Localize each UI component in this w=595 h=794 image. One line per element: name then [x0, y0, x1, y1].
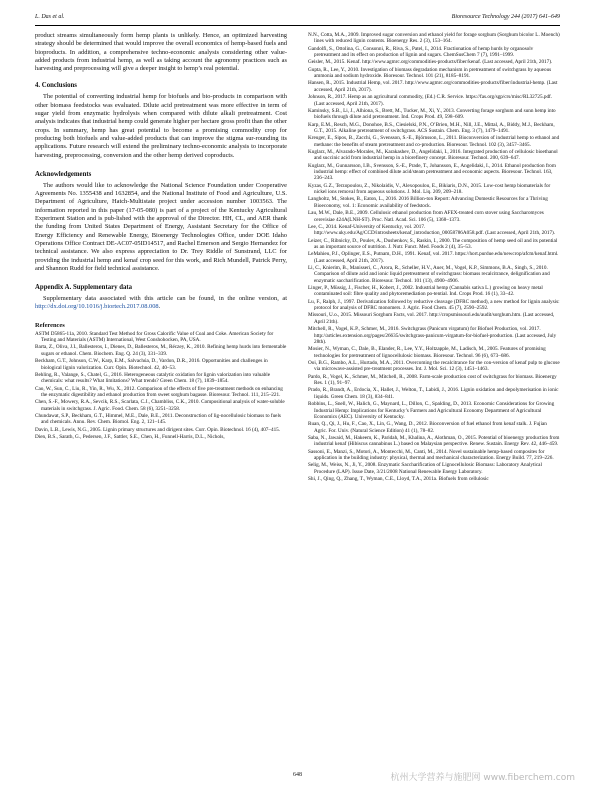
reference-entry: Davin, L.B., Lewis, N.G., 2005. Lignin primary structures and dirigent sites. Curr. Opin. Biotechnol. 16 (4), 407–415.: [35, 426, 281, 433]
appendix-text: [35, 295, 287, 312]
reference-entry: N.N., Cotta, M.A., 2009. Improved sugar conversion and ethanol yield for forage sorghum (Sorghum bicolor L. Moench) lines with reduced lignin contents. Bioenergy Res. 2 (3), 153–164.: [308, 32, 560, 45]
reference-entry: Pardo, R., Vogel, K., Schmer, M., Mitchell, R., 2008. Farm-scale production cost of switchgrass for biomass. Bioenergy Res. 1 (1), 91–97.: [308, 373, 557, 387]
reference-entry: Lee, C., 2014. Kenaf-University of Kentucky, vol. 2017. http://www.uky.edu/Ag/CCD/introsheets/kenaf_introduction_00058786A058.pdf. (Last accessed, April 21th, 2017).: [308, 223, 556, 237]
reference-entry: Mosier, N., Wyman, C., Dale, B., Elander, R., Lee, Y.Y., Holtzapple, M., Ladisch, M., 2005. Features of promising technologies for pretreatment of lignocellulosic biomass. Bioresour. Technol. 96 (6), 673–686.: [308, 346, 546, 359]
running-header-journal: Bioresource Technology 244 (2017) 641–649: [451, 14, 560, 20]
reference-entry: Linger, P., Müssig, J., Fischer, H., Kobert, J., 2002. Industrial hemp (Cannabis sativa L.) growing on heavy metal contaminated soil: fibre quality and phytoremediation po-tential. Ind. Crops Prod. 16 (1), 33–42.: [308, 285, 543, 298]
reference-entry: Beckham, G.T., Johnson, C.W., Karp, E.M., Salvachúa, D., Vardon, D.R., 2016. Opportunities and challenges in biological lignin valorization. Curr. Opin. Biotechnol. 42, 40–53.: [35, 358, 268, 371]
conclusions-text: The potential of converting industrial hemp for biofuels and bio-products in comparison with other biomass feedstocks was evaluated. Dilute acid pretreatment was more effective in term of sugar yield from enzymatic hydrolysis when compared with dilute alkali pretreatment. Cost analysis indicates that industrial hemp could generate higher per hectare gross profit than the other crops. In summary, hemp has great potential to become a promising commodity crop for producing both biofuels and value-added products that can improve the stigma sur-rounding its applications. Future research will extend the preliminary techno-economic analysis to incorporate harvesting, preprocessing, conversion and the other hemp derived coproducts.: [35, 93, 287, 159]
references-list-left: [35, 331, 287, 441]
reference-entry: Lu, F., Ralph, J., 1997. Derivatization followed by reductive cleavage (DFRC method), a new method for lignin analysis: protocol for analysis of DFRC monomers. J. Agric. Food Chem. 45 (7), 2590–2592.: [308, 298, 560, 312]
reference-entry: Prado, R., Brandt, A., Erdocia, X., Hallet, J., Welton, T., Labidi, J., 2016. Lignin oxidation and depolymerisation in ionic liquids. Green Chem. 18 (3), 834–841.: [308, 387, 559, 400]
reference-entry: Kuglarz, M., Gunnarsson, I.B., Svensson, S.-E., Prade, T., Johansson, E., Angelidaki, I., 2014. Ethanol production from industrial hemp: effect of combined dilute acid/steam pretreatment and economic aspects. Bioresour. Technol. 163, 236–243.: [308, 162, 556, 182]
running-header-authors: L. Das et al.: [35, 14, 65, 20]
reference-entry: Karp, E.M., Resch, M.G., Donohoe, B.S., Ciesielski, P.N., O’Brien, M.H., Nill, J.E., Mittal, A., Biddy, M.J., Beckham, G.T., 2015. Alkaline pretreatment of switchgrass. ACS Sustain. Chem. Eng. 3 (7), 1479–1491.: [308, 121, 555, 134]
reference-entry: Ruan, Q., Qi, J., Hu, F., Cao, X., Lin, G., Wang, D., 2012. Bioconversion of fuel ethanol from kenaf stalk. J. Fujian Agric. For. Univ. (Natural Science Edition) 41 (1), 78–82.: [308, 421, 547, 434]
reference-entry: Chen, S.-F., Mowery, R.A., Sevcik, R.S., Scarlata, C.J., Chambliss, C.K., 2010. Compositional analysis of water-soluble materials in switchgrass. J. Agric. Food. Chem. 58 (6), 3251–3258.: [35, 399, 285, 412]
reference-entry: Kyzas, G.Z., Terzopoulou, Z., Nikolaidis, V., Alexopoulou, E., Bikiaris, D.N., 2015. Low-cost hemp biomaterials for nickel ions removal from aqueous solutions. J. Mol. Liq. 209, 209–218.: [308, 182, 551, 196]
supplementary-data-link[interactable]: http://dx.doi.org/10.1016/j.biortech.2017.08.008: [35, 303, 159, 311]
reference-entry: Saba, N., Jawaid, M., Hakeem, K., Paridah, M., Khalina, A., Alothman, O., 2015. Potential of bioenergy production from industrial kenaf (Hibiscus cannabinus L.) based on Malaysian perspective. Renew. Sustain. Energy Rev. 42, 446–459.: [308, 434, 560, 448]
right-column: [308, 32, 560, 483]
reference-entry: Kaminsky, S.B., Li, J., Alhiona, S., Brett, M., Tucker, M., Xi, Y., 2013. Converting forage sorghum and sunn hemp into biofuels through dilute acid pretreatment. Ind. Crops Prod. 49, 598–609.: [308, 107, 556, 121]
reference-entry: Li, C., Knierim, B., Manisseri, C., Arora, R., Scheller, H.V., Auer, M., Vogel, K.P., Simmons, B.A., Singh, S., 2010. Comparison of dilute acid and ionic liquid pretreatment of switchgrass: biomass recalcitrance, delignification and enzymatic saccharification. Bioresour. Technol. 101 (13), 4900–4906.: [308, 264, 550, 284]
header-rule: [35, 25, 560, 26]
left-column: [35, 32, 287, 441]
reference-entry: Geisler, M., 2015. Kenaf. http://www.agmrc.org/commodities-products/fiber/kenaf. (Last accessed, April 21th, 2017).: [308, 59, 553, 66]
page-number: 648: [293, 772, 302, 778]
reference-entry: Langholtz, M., Stokes, B., Eaton, L., 2016. 2016 Billion-ton Report: Advancing Domestic Resources for a Thriving Bioeconomy, vol. 1: Economic availability of feedstock.: [308, 196, 548, 209]
reference-entry: Shi, J., Qing, Q., Zhang, T., Wyman, C.E., Lloyd, T.A., 2011a. Biofuels from cellulosic: [308, 476, 489, 483]
reference-entry: Johnson, R., 2017. Hemp as an agricultural commodity, (Ed.) C.R. Service. https://fas.org/sgp/crs/misc/RL32725.pdf. (Last accessed, April 21th, 2017).: [308, 94, 553, 107]
reference-entry: Dien, B.S., Sarath, G., Pedersen, J.F., Sattler, S.E., Chen, H., Funnell-Harris, D.L., Nichols,: [35, 433, 225, 440]
reference-entry: Robbins, L., Snell, W., Halich, G., Maynard, L., Dillon, C., Spalding, D., 2013. Economic Considerations for Growing Industrial Hemp: Implications for Kentucky’s Farmers and Agricultural Economy Department of Agricultural Economics (AEC). University of Kentucky.: [308, 401, 555, 420]
watermark-logo: 杭州大学营养与施肥网 www.fiberchem.com: [390, 773, 575, 783]
reference-entry: Mitchell, R., Vogel, K.P., Schmer, M., 2016. Switchgrass (Panicum virgatum) for Biofuel Production, vol. 2017. http://articles.extension.org/pages/26635/switchgrass-panicum-virgatum-for-biofuel-production. (Last accessed, July 28th).: [308, 326, 557, 345]
reference-entry: Ooi, B.G., Rambo, A.L., Hurtado, M.A., 2011. Overcoming the recalcitrance for the con-version of kenaf pulp to glucose via microwave-assisted pre-treatment processes. Int. J. Mol. Sci. 12 (3), 1451–1463.: [308, 359, 560, 373]
acknowledgements-heading: Acknowledgements: [35, 170, 92, 178]
reference-entry: Behling, R., Valange, S., Chatel, G., 2016. Heterogeneous catalytic oxidation for lignin valorization into valuable chemicals: what results? What limitations? What trends? Green Chem. 18 (7), 1839–1854.: [35, 371, 271, 385]
appendix-lead: Supplementary data associated with this article can be found, in the online version, at: [43, 295, 287, 303]
reference-entry: Gupta, R., Lee, Y., 2010. Investigation of biomass degradation mechanism in pretreatment of switchgrass by aqueous ammonia and sodium hydroxide. Bioresour. Technol. 101 (21), 8185–8191.: [308, 66, 552, 80]
reference-entry: LeMahieu, P.J., Oplinger, E.S., Putnam, D.H., 1991. Kenaf, vol. 2017. https://hort.purdue.edu/newcrop/afcm/kenaf.html. (Last accessed, April 21th, 2017).: [308, 251, 559, 264]
acknowledgements-text: The authors would like to acknowledge the National Science Foundation under Cooperative Agreements No. 1355438 and 1632854, and the National Institute of Food and Agriculture, U.S. Department of Agriculture, Hatch-Multistate project under accession number 1003563. The information reported in this paper (17-05-080) is part of a project of the Kentucky Agricultural Experiment Station and is pub-lished with the approval of the Director. HH, CL, and AER thank the funding from United States Department of Energy, Assistant Secretary for the Office of Energy Efficiency and Renewable Energy, Bioenergy Technologies Office, under DOE Idaho Operations Office Contract DE-AC07-05ID14517, and Rachel Emerson and Sergio Hernandez for technical assistance. We also express appreciation to Dr. Trey Riddle of Sunstrand, LLC for providing the industrial hemp and kenaf crop seed for this work, and Rich Mundell, Patrick Perry, and Shannon Rudd for field technical assistance.: [35, 181, 287, 272]
reference-entry: Barta, Z., Oliva, J.I., Ballesteros, I., Dienes, D., Ballesteros, M., Réczey, K., 2010. Refining hemp hurds into fermentable sugars or ethanol. Chem. Biochem. Eng. Q. 24 (3), 331–339.: [35, 344, 287, 357]
intro-paragraph: product streams simultaneously form hemp plants is unlikely. Hence, an optimized harvesting strategy should be determined that would improve the overall economics of hemp-based fuels and bioproducts. In addition, a comprehensive techno-economic analysis considering other value-added products from industrial hemp, as well as taking account the agronomy practices such as harvesting and preprocessing will give a deeper insight to hemp’s real potential.: [35, 32, 287, 73]
reference-entry: Cao, W., Sun, C., Liu, R., Yin, R., Wu, X., 2012. Comparison of the effects of five pre-treatment methods on enhancing the enzymatic digestibility and ethanol production from sweet sorghum bagasse. Bioresour. Technol. 111, 215–221.: [35, 385, 283, 398]
reference-entry: Sassoni, E., Manzi, S., Motori, A., Montecchi, M., Canti, M., 2014. Novel sustainable hemp-based composites for application in the building industry: physical, thermal and mechanical characterization. Energy Build. 77, 219–226.: [308, 448, 554, 462]
reference-entry: Hansen, R., 2015. Industrial Hemp, vol. 2017. http://www.agmrc.org/commodities-products/fiber/industrial-hemp. (Last accessed, April 21th, 2017).: [308, 80, 558, 93]
reference-entry: Gandolfi, S., Ottolina, G., Consonni, R., Riva, S., Patel, I., 2014. Fractionation of hemp hurds by organosolv pretreatment and its effect on production of lignin and sugars. ChemSusChem 7 (7), 1991–1999.: [308, 45, 534, 59]
reference-entry: Chundawat, S.P., Beckham, G.T., Himmel, M.E., Dale, B.E., 2011. Deconstruction of lig-nocellulosic biomass to fuels and chemicals. Annu. Rev. Chem. Biomol. Eng. 2, 121–145.: [35, 412, 281, 426]
reference-entry: ASTM D5865-11a, 2010. Standard Test Method for Gross Calorific Value of Coal and Coke. American Society for Testing and Materials (ASTM) International, West Conshohocken, PA, USA.: [35, 330, 274, 344]
conclusions-heading: 4. Conclusions: [35, 82, 77, 90]
reference-entry: Kreuger, E., Sipos, B., Zacchi, G., Svensson, S.-E., Björnsson, L., 2011. Bioconversion of industrial hemp to ethanol and methane: the benefits of steam pretreatment and co-production. Bioresour. Technol. 102 (3), 3457–3465.: [308, 135, 560, 148]
references-list-right: [308, 32, 560, 482]
appendix-heading: Appendix A. Supplementary data: [35, 284, 133, 292]
reference-entry: Kuglarz, M., Alvarado-Morales, M., Karakashev, D., Angelidaki, I., 2016. Integrated production of cellulosic bioethanol and succinic acid from industrial hemp in a biorefinery concept. Bioresour. Technol. 200, 639–647.: [308, 148, 558, 162]
reference-entry: Missouri, U.o., 2015. Missouri Sorghum Facts, vol. 2017. http://cropsmissouri.edu/audit/sorghum.htm. (Last accessed, April 21th).: [308, 312, 555, 325]
reference-entry: Leizer, C., Ribnicky, D., Poulev, A., Dushenkov, S., Raskin, I., 2000. The composition of hemp seed oil and its potential as an important source of nutrition. J. Nutr. Funct. Med. Foods 2 (4), 35–53.: [308, 237, 558, 250]
reference-entry: Lau, M.W., Dale, B.E., 2009. Cellulosic ethanol production from AFEX-treated corn stover using Saccharomyces cerevisiae 424A(LNH-ST). Proc. Natl. Acad. Sci. 106 (5), 1368–1373.: [308, 210, 544, 223]
references-heading: References: [35, 321, 65, 329]
reference-entry: Selig, M., Weiss, N., Ji, Y., 2008. Enzymatic Saccharification of Lignocellulosic Biomass: Laboratory Analytical Procedure (LAP). Issue Date, 3/21/2008 National Renewable Energy Laboratory.: [308, 462, 542, 475]
appendix-tail: .: [158, 303, 161, 311]
